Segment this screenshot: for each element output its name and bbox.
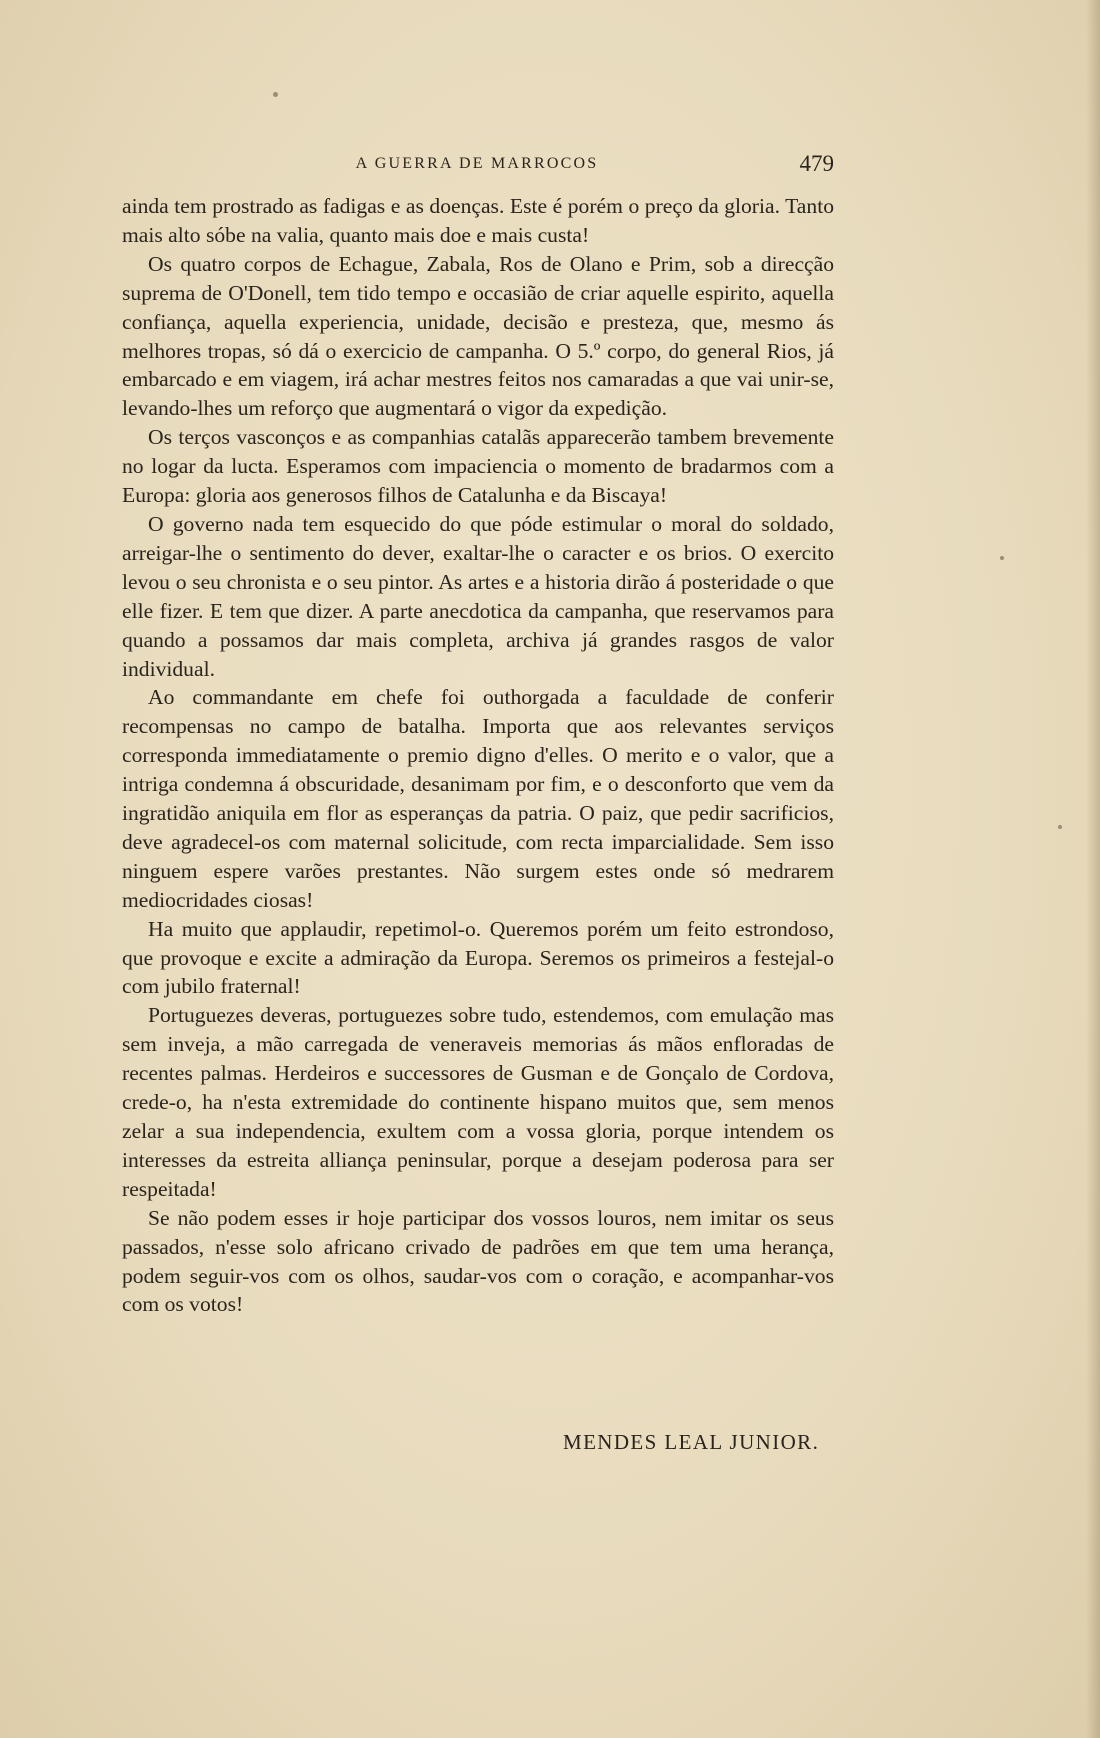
page-header — [120, 151, 834, 181]
ink-speck — [1058, 825, 1062, 829]
paragraph: Se não podem esses ir hoje participar dos vossos louros, nem imitar os seus passados, n'esse solo africano crivado de padrões em que tem uma herança, podem seguir-vos com os olhos, saudar-vos com o coração, e acompanhar-vos com os votos! — [122, 1205, 834, 1317]
paragraph: Portuguezes deveras, portuguezes sobre tudo, estendemos, com emulação mas sem inveja, a mão carregada de veneraveis memorias ás mãos enfloradas de recentes palmas. Herdeiros e successores de Gusman e de Gonçalo de Cordova, crede-o, ha n'esta extremidade do continente hispano muitos que, sem menos zelar a sua independencia, exultem com a vossa gloria, porque intendem os interesses da estreita alliança peninsular, porque a desejam poderosa para ser respeitada! — [122, 1003, 834, 1201]
page-number: 479 — [799, 151, 834, 176]
paragraph: Ha muito que applaudir, repetimol-o. Queremos porém um feito estrondoso, que provoque e excite a admiração da Europa. Seremos os primeiros a festejal-o com jubilo fraternal! — [122, 916, 834, 999]
author-signature: MENDES LEAL JUNIOR. — [563, 1430, 820, 1454]
paragraph: Os quatro corpos de Echague, Zabala, Ros de Olano e Prim, sob a direcção suprema de O'Donell, tem tido tempo e occasião de criar aquelle espirito, aquella confiança, aquella experiencia, unidade, decisão e presteza, que, mesmo ás melhores tropas, só dá o exercicio de campanha. O 5.º corpo, do general Rios, já embarcado e em viagem, irá achar mestres feitos nos camaradas a que vai unir-se, levando-lhes um reforço que augmentará o vigor da expedição. — [122, 251, 834, 421]
ink-speck — [273, 92, 278, 97]
paragraph: ainda tem prostrado as fadigas e as doenças. Este é porém o preço da gloria. Tanto mais alto sóbe na valia, quanto mais doe e mais custa! — [122, 194, 834, 247]
page-edge-shadow — [1086, 0, 1100, 1738]
running-title: A GUERRA DE MARROCOS — [355, 155, 599, 172]
ink-speck — [1000, 556, 1004, 560]
paragraph: O governo nada tem esquecido do que póde estimular o moral do soldado, arreigar-lhe o sentimento do dever, exaltar-lhe o caracter e os brios. O exercito levou o seu chronista e o seu pintor. As artes e a historia dirão á posteridade o que elle fizer. E tem que dizer. A parte anecdotica da campanha, que reservamos para quando a possamos dar mais completa, archiva já grandes rasgos de valor individual. — [122, 511, 834, 681]
article-body — [122, 192, 834, 1319]
paragraph: Ao commandante em chefe foi outhorgada a faculdade de conferir recompensas no campo de batalha. Importa que aos relevantes serviços corresponda immediatamente o premio digno d'elles. O merito e o valor, que a intriga condemna á obscuridade, desanimam por fim, e o desconforto que vem da ingratidão aniquila em flor as esperanças da patria. O paiz, que pedir sacrificios, deve agradecel-os com maternal solicitude, com recta imparcialidade. Sem isso ninguem espere varões prestantes. Não surgem estes onde só medrarem mediocridades ciosas! — [122, 685, 834, 912]
paragraph: Os terços vasconços e as companhias catalãs apparecerão tambem brevemente no logar da lucta. Esperamos com impaciencia o momento de bradarmos com a Europa: gloria aos generosos filhos de Catalunha e da Biscaya! — [122, 425, 834, 508]
